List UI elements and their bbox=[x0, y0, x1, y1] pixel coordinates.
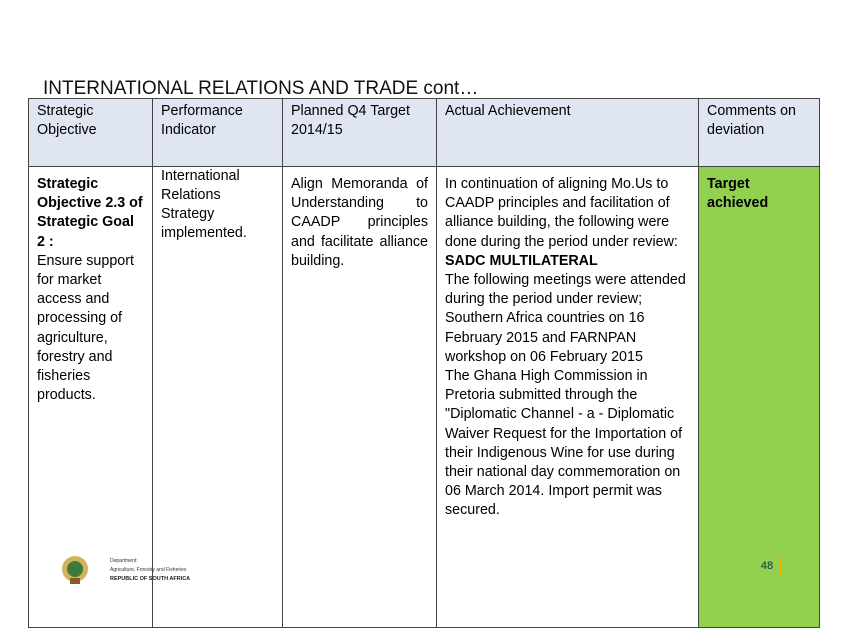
department-logo bbox=[58, 552, 208, 586]
table-header-row bbox=[29, 99, 820, 167]
header-strategic-objective: Strategic Objective bbox=[29, 99, 153, 167]
performance-table bbox=[28, 98, 820, 628]
objective-bold-text: Strategic Objective 2.3 of Strategic Goal 2 : bbox=[37, 176, 143, 250]
logo-dept-line: Agriculture, Forestry and Fisheries bbox=[110, 567, 187, 573]
achievement-intro: In continuation of aligning Mo.Us to CAADP principles and facilitation of alliance building, the following were done during the period under review: bbox=[445, 176, 678, 250]
page-number: 48 bbox=[753, 557, 781, 576]
logo-country: REPUBLIC OF SOUTH AFRICA bbox=[110, 576, 191, 582]
objective-text: Ensure support for market access and processing of agriculture, forestry and fisheries products. bbox=[37, 252, 134, 404]
logo-department: Department: bbox=[110, 558, 138, 564]
header-performance-indicator: Performance Indicator bbox=[153, 99, 283, 167]
achievement-ghana: The Ghana High Commission in Pretoria submitted through the "Diplomatic Channel - a - Diplomatic Waiver Request for the Importation of their Indigenous Wine for use during their national day commemoration on 06 March 2014. Import permit was secured. bbox=[445, 368, 683, 519]
achievement-heading: SADC MULTILATERAL bbox=[445, 252, 598, 269]
header-planned-target: Planned Q4 Target 2014/15 bbox=[283, 99, 437, 167]
header-actual-achievement: Actual Achievement bbox=[437, 99, 699, 167]
slide-title: INTERNATIONAL RELATIONS AND TRADE cont… bbox=[43, 78, 479, 99]
header-comments: Comments on deviation bbox=[699, 99, 820, 167]
cell-actual-achievement bbox=[437, 167, 699, 628]
cell-planned-target: Align Memoranda of Understanding to CAADP principles and facilitate alliance building. bbox=[283, 167, 437, 628]
coat-of-arms-icon bbox=[62, 556, 88, 584]
cell-comments: Target achieved bbox=[699, 167, 820, 628]
achievement-meetings: The following meetings were attended during the period under review; Southern Africa countries on 16 February 2015 and FARNPAN workshop on 06 February 2015 bbox=[445, 272, 686, 365]
cell-performance-indicator: International Relations Strategy implemented. bbox=[153, 167, 283, 628]
